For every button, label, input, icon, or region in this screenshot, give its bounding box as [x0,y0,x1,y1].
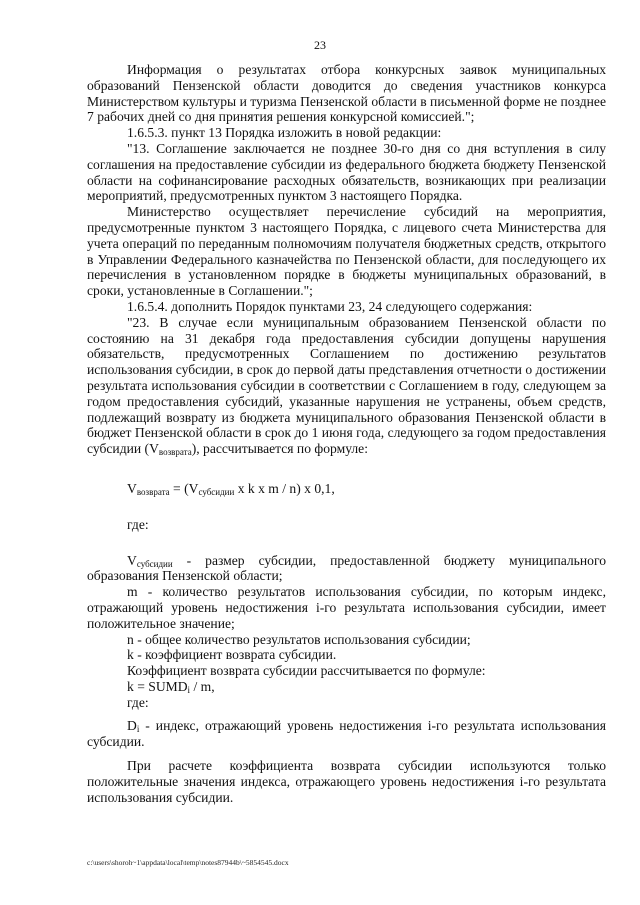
formula-coefficient: $k = SUMD_i / m$, [127,678,215,695]
where-label-2: где: [127,694,149,710]
paragraph-ministry-transfer: Министерство осуществляет перечисление субсидий на мероприятия, предусмотренные пунктом 3 настоящего Порядка, с лицевого счета Министерства для учета операций по переданным полномочиям получателя бюджетных средств, открытого в Управлении Федерального казначейства по Пензенской области, для последующего их перечисления в установленном порядке в бюджеты муниципальных образований, в сроки, установленные в Соглашении."; [87,204,606,299]
coef-intro: Коэффициент возврата субсидии рассчитывается по формуле: [127,663,486,679]
footer-file-path: c:\users\shoroh~1\appdata\local\temp\notes87944b\~5854545.docx [87,858,289,867]
definition-k: k - коэффициент возврата субсидии. [127,647,337,663]
item-23-end: ), рассчитывается по формуле: [191,441,368,457]
paragraph-item-23 [87,315,606,457]
definition-v-subsidy: $V_{субсидии}$ - размер субсидии, предоставленной бюджету муниципального образования Пензенской области; [87,552,606,584]
paragraph-item-13: "13. Соглашение заключается не позднее 30-го дня со дня вступления в силу соглашения на предоставление субсидии из федерального бюджета бюджету Пензенской области на софинансирование расходных обязательств, возникающих при реализации мероприятий, предусмотренных пунктом 3 настоящего Порядка. [87,140,606,204]
paragraph-positive-values: При расчете коэффициента возврата субсидии используются только положительные значения индекса, отражающего уровень недостижения i-го результата использования субсидии. [87,758,606,805]
definition-di: $D_i$ - индекс, отражающий уровень недостижения i-го результата использования субсидии. [87,718,606,750]
formula-return-volume: $V_{возврата} = (V_{субсидии}$ x k x m / n) x 0,1, [127,480,335,497]
where-label: где: [127,516,149,532]
paragraph-1-6-5-3: 1.6.5.3. пункт 13 Порядка изложить в новой редакции: [127,125,442,141]
definition-m: m - количество результатов использования субсидии, по которым индекс, отражающий уровень недостижения i-го результата использования субсидии, имеет положительное значение; [87,584,606,631]
item-23-subscript: возврата [158,447,192,458]
page-number: 23 [314,38,326,52]
document-body [87,62,606,805]
item-23-text: "23. В случае если муниципальным образованием Пензенской области по состоянию на 31 декабря года предоставления субсидии допущены нарушения обязательств, предусмотренных Соглашением по достижению результатов использования субсидии, в срок до первой даты представления отчетности о достижении результата использования субсидии в соответствии с Соглашением в году, следующем за годом предоставления субсидий, указанные нарушения не устранены, объем средств, подлежащий возврату из бюджета муниципального образования Пензенской области в бюджет Пензенской области в срок до 1 июня года, следующего за годом предоставления субсидии (V [87,314,606,457]
paragraph-contest-info: Информация о результатах отбора конкурсных заявок муниципальных образований Пензенской области доводится до сведения участников конкурса Министерством культуры и туризма Пензенской области в письменной форме не позднее 7 рабочих дней со дня принятия решения конкурсной комиссией."; [87,62,606,125]
paragraph-1-6-5-4: 1.6.5.4. дополнить Порядок пунктами 23, 24 следующего содержания: [127,298,533,314]
definition-n: n - общее количество результатов использования субсидии; [127,631,471,647]
